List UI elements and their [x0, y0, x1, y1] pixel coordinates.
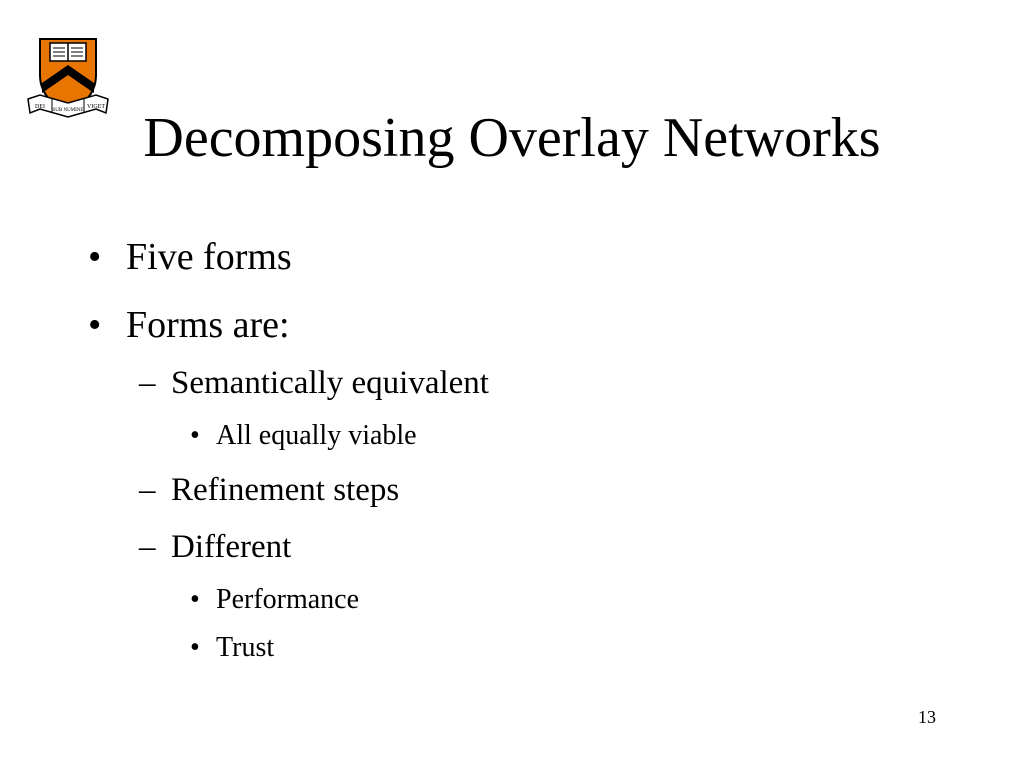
- bullet-item-level-3: [190, 419, 417, 453]
- bullet-item-level-1: [88, 235, 292, 279]
- bullet-text: Trust: [216, 632, 275, 663]
- logo-motto-right: VIGET: [87, 104, 105, 110]
- slide-number: 13: [918, 707, 936, 727]
- bullet-text: Forms are:: [126, 304, 290, 346]
- bullet-marker: •: [190, 420, 200, 451]
- bullet-marker: •: [190, 632, 200, 663]
- dash-marker: –: [139, 472, 156, 508]
- bullet-item-level-2: [139, 363, 489, 403]
- bullet-text: Semantically equivalent: [171, 365, 489, 401]
- bullet-text: Refinement steps: [171, 472, 400, 508]
- logo-motto-middle: SUB NUMINE: [52, 108, 84, 113]
- bullet-item-level-3: [190, 631, 275, 665]
- bullet-item-level-3: [190, 583, 360, 617]
- bullet-marker: •: [88, 236, 102, 278]
- dash-marker: –: [139, 529, 156, 565]
- logo-motto-left: DEI: [35, 104, 45, 110]
- bullet-text: Different: [171, 529, 292, 565]
- bullet-item-level-2: [139, 527, 292, 567]
- bullet-text: All equally viable: [216, 420, 417, 451]
- bullet-text: Five forms: [126, 236, 292, 278]
- bullet-text: Performance: [216, 584, 360, 615]
- dash-marker: –: [139, 365, 156, 401]
- bullet-item-level-1: [88, 303, 290, 347]
- slide-title: Decomposing Overlay Networks: [143, 107, 881, 169]
- bullet-item-level-2: [139, 470, 400, 510]
- bullet-marker: •: [88, 304, 102, 346]
- bullet-marker: •: [190, 584, 200, 615]
